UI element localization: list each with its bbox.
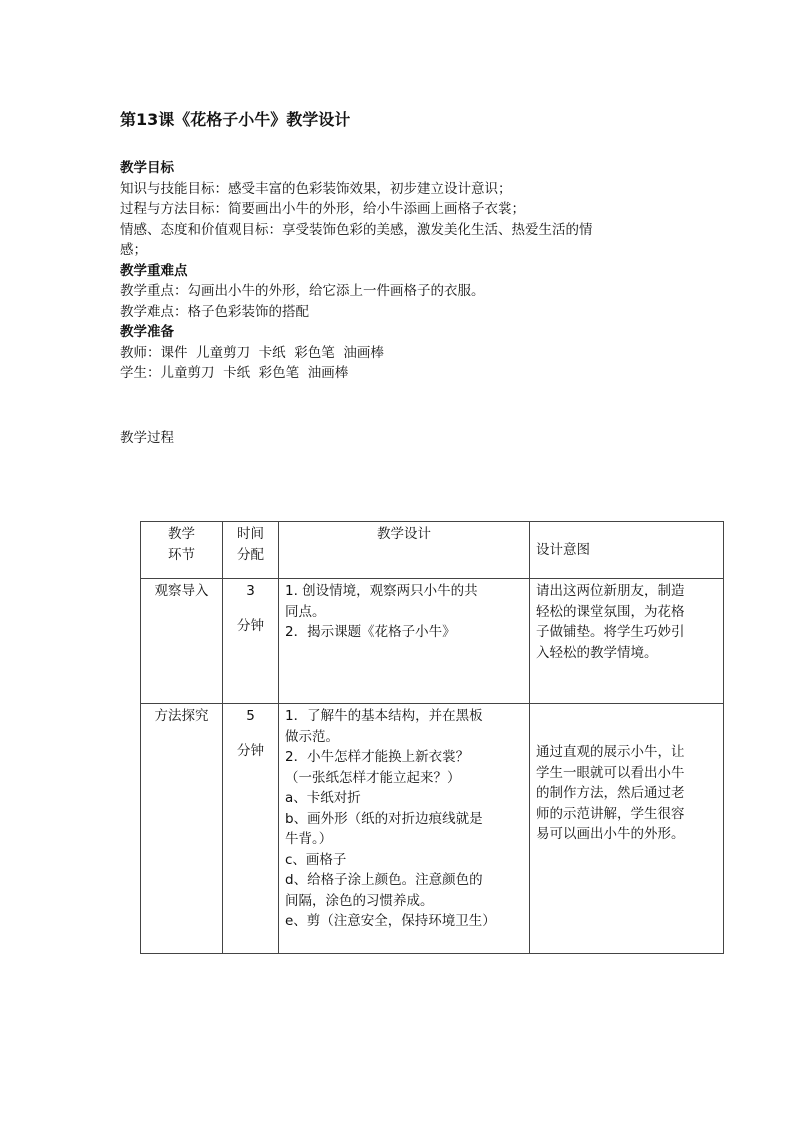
stage-cell: 观察导入 [141, 579, 223, 704]
prep-line: 学生：儿童剪刀 卡纸 彩色笔 油画棒 [120, 365, 349, 381]
intent-cell: 通过直观的展示小牛，让 学生一眼就可以看出小牛 的制作方法，然后通过老 师的示范讲解，学生很容 易可以画出小牛的外形。 [530, 704, 724, 954]
header-time: 时间 分配 [223, 522, 279, 579]
time-cell: 3 分钟 [223, 579, 279, 704]
prep-line: 教师：课件 儿童剪刀 卡纸 彩色笔 油画棒 [120, 344, 384, 361]
header-stage: 教学 环节 [141, 522, 223, 579]
intent-cell: 请出这两位新朋友，制造 轻松的课堂氛围，为花格 子做铺垫。将学生巧妙引 入轻松的教学情境。 [530, 579, 724, 704]
table-header-row [141, 522, 724, 579]
document-title: 第13课《花格子小牛》教学设计 [120, 110, 351, 129]
goals-heading: 教学目标 [120, 160, 174, 176]
goal-line: 情感、态度和价值观目标：享受装饰色彩的美感，激发美化生活、热爱生活的情 [120, 221, 593, 238]
goal-line: 感； [120, 242, 147, 258]
key-line: 教学重点：勾画出小牛的外形，给它添上一件画格子的衣服。 [120, 283, 485, 299]
key-heading: 教学重难点 [120, 262, 188, 279]
time-cell: 5 分钟 [223, 704, 279, 954]
header-design: 教学设计 [279, 522, 530, 579]
header-intent: 设计意图 [530, 522, 724, 579]
stage-cell: 方法探究 [141, 704, 223, 954]
process-heading: 教学过程 [120, 430, 174, 446]
goal-line: 过程与方法目标：简要画出小牛的外形，给小牛添画上画格子衣裳； [120, 201, 525, 217]
goals-section [120, 158, 680, 384]
table-row [141, 704, 724, 954]
lesson-table [140, 521, 724, 954]
prep-heading: 教学准备 [120, 324, 174, 340]
design-cell: 1. 创设情境，观察两只小牛的共 同点。 2．揭示课题《花格子小牛》 [279, 579, 530, 704]
table-row [141, 579, 724, 704]
goal-line: 知识与技能目标：感受丰富的色彩装饰效果，初步建立设计意识； [120, 180, 512, 197]
design-cell: 1．了解牛的基本结构，并在黑板 做示范。 2．小牛怎样才能换上新衣裳？ （一张纸怎样才能立起来？） a、卡纸对折 b、画外形（纸的对折边痕线就是 牛背。） c、画格子 d、给格子涂上颜色。注意颜色的 间隔，涂色的习惯养成。 e、剪（注意安全，保持环境卫生） [279, 704, 530, 954]
key-line: 教学难点：格子色彩装饰的搭配 [120, 303, 309, 320]
